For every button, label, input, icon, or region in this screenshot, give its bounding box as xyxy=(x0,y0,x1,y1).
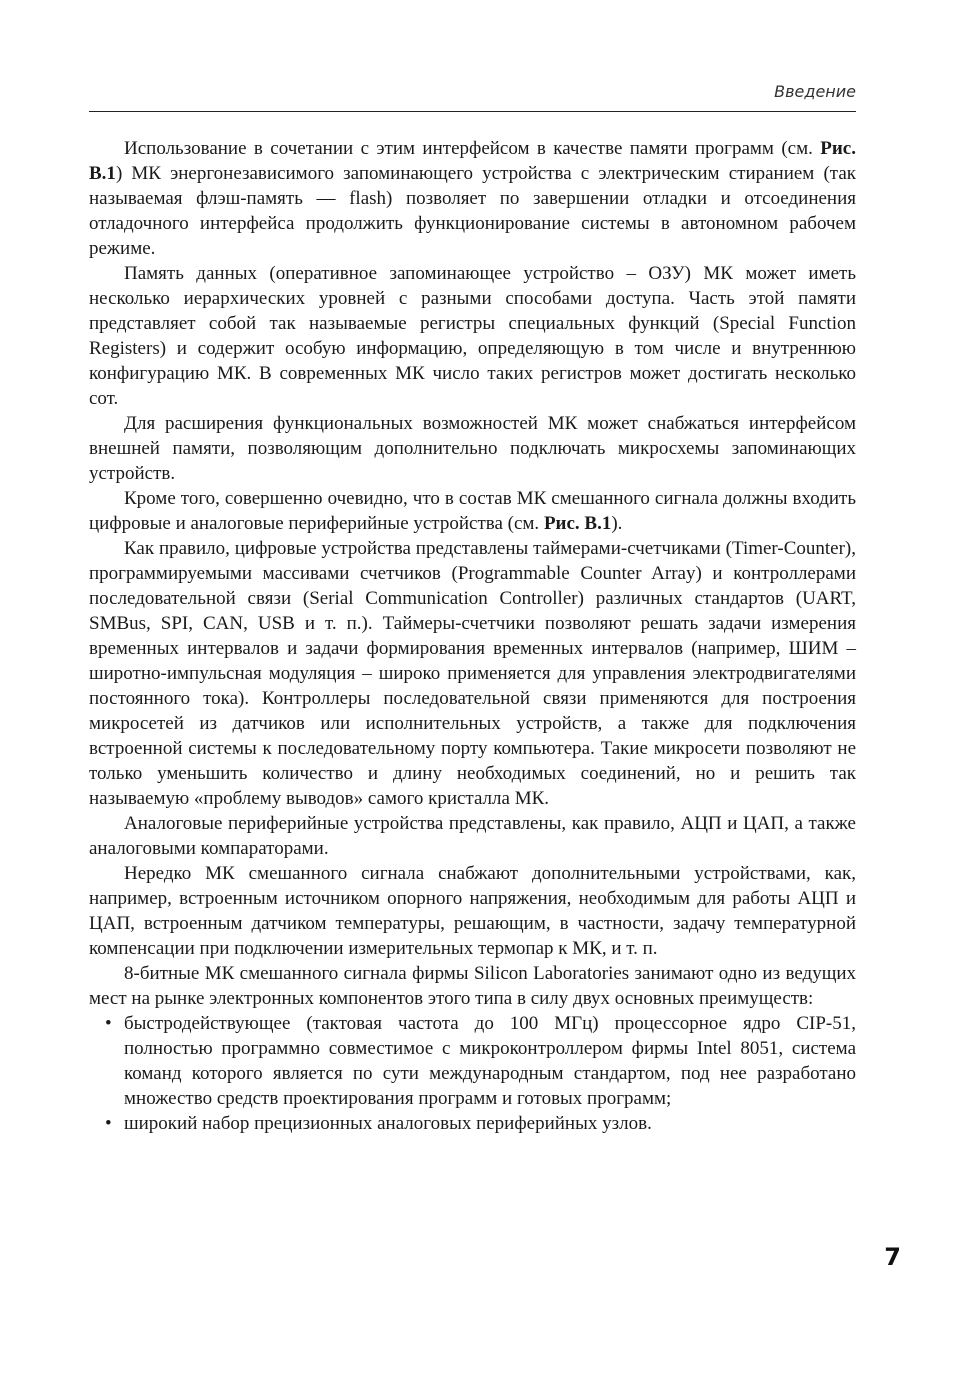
header-rule xyxy=(89,111,856,112)
figure-reference: Рис. В.1 xyxy=(543,513,612,534)
figure-reference: Рис. В.1 xyxy=(89,138,856,184)
list-item: • быстродействующее (тактовая частота до 100 МГц) процессорное ядро CIP-51, полностью программно совместимое с микроконтроллером фирмы Intel 8051, система команд которого является по сути международным стандартом, под нее разработано множество средств проектирования программ и готовых программ; xyxy=(105,1013,856,1109)
paragraph-4: Кроме того, совершенно очевидно, что в состав МК смешанного сигнала должны входить цифровые и аналоговые периферийные устройства (см. Рис. В.1). xyxy=(89,488,856,534)
list-item: • широкий набор прецизионных аналоговых периферийных узлов. xyxy=(105,1113,652,1134)
paragraph-7: Нередко МК смешанного сигнала снабжают дополнительными устройствами, как, например, встроенным источником опорного напряжения, необходимым для работы АЦП и ЦАП, встроенным датчиком температуры, решающим, в частности, задачу температурной компенсации при подключении измерительных термопар к МК, и т. п. xyxy=(89,863,856,959)
paragraph-5: Как правило, цифровые устройства представлены таймерами-счетчиками (Timer-Counter), программируемыми массивами счетчиков (Programmable Counter Array) и контроллерами последовательной связи (Serial Communication Controller) различных стандартов (UART, SMBus, SPI, CAN, USB и т. п.). Таймеры-счетчики позволяют решать задачи измерения временных интервалов и задачи формирования временных интервалов (например, ШИМ – широтно-импульсная модуляция – широко применяется для управления электродвигателями постоянного тока). Контроллеры последовательной связи применяются для построения микросетей из датчиков или исполнительных устройств, а также для подключения встроенной системы к последовательному порту компьютера. Такие микросети позволяют не только уменьшить количество и длину необходимых соединений, но и решить так называемую «проблему выводов» самого кристалла МК. xyxy=(89,538,856,809)
paragraph-1: Использование в сочетании с этим интерфейсом в качестве памяти программ (см. Рис. В.1) МК энергонезависимого запоминающего устройства с электрическим стиранием (так называемая флэш-память — flash) позволяет по завершении отладки и отсоединения отладочного интерфейса продолжить функционирование системы в автономном рабочем режиме. xyxy=(89,138,856,259)
paragraph-6: Аналоговые периферийные устройства представлены, как правило, АЦП и ЦАП, а также аналоговыми компараторами. xyxy=(89,813,856,859)
page-number: 7 xyxy=(884,1243,901,1271)
bullet-icon: • xyxy=(105,1013,112,1034)
running-head: Введение xyxy=(774,82,856,101)
paragraph-3: Для расширения функциональных возможностей МК может снабжаться интерфейсом внешней памяти, позволяющим дополнительно подключать микросхемы запоминающих устройств. xyxy=(89,413,856,484)
paragraph-8: 8-битные МК смешанного сигнала фирмы Silicon Laboratories занимают одно из ведущих мест на рынке электронных компонентов этого типа в силу двух основных преимуществ: xyxy=(89,963,856,1009)
bullet-icon: • xyxy=(105,1113,112,1134)
bullet-list xyxy=(89,1011,856,1136)
paragraph-2: Память данных (оперативное запоминающее устройство – ОЗУ) МК может иметь несколько иерархических уровней с разными способами доступа. Часть этой памяти представляет собой так называемые регистры специальных функций (Special Function Registers) и содержит особую информацию, определяющую в том числе и внутреннюю конфигурацию МК. В современных МК число таких регистров может достигать несколько сот. xyxy=(89,263,856,409)
body-text xyxy=(89,136,856,1136)
